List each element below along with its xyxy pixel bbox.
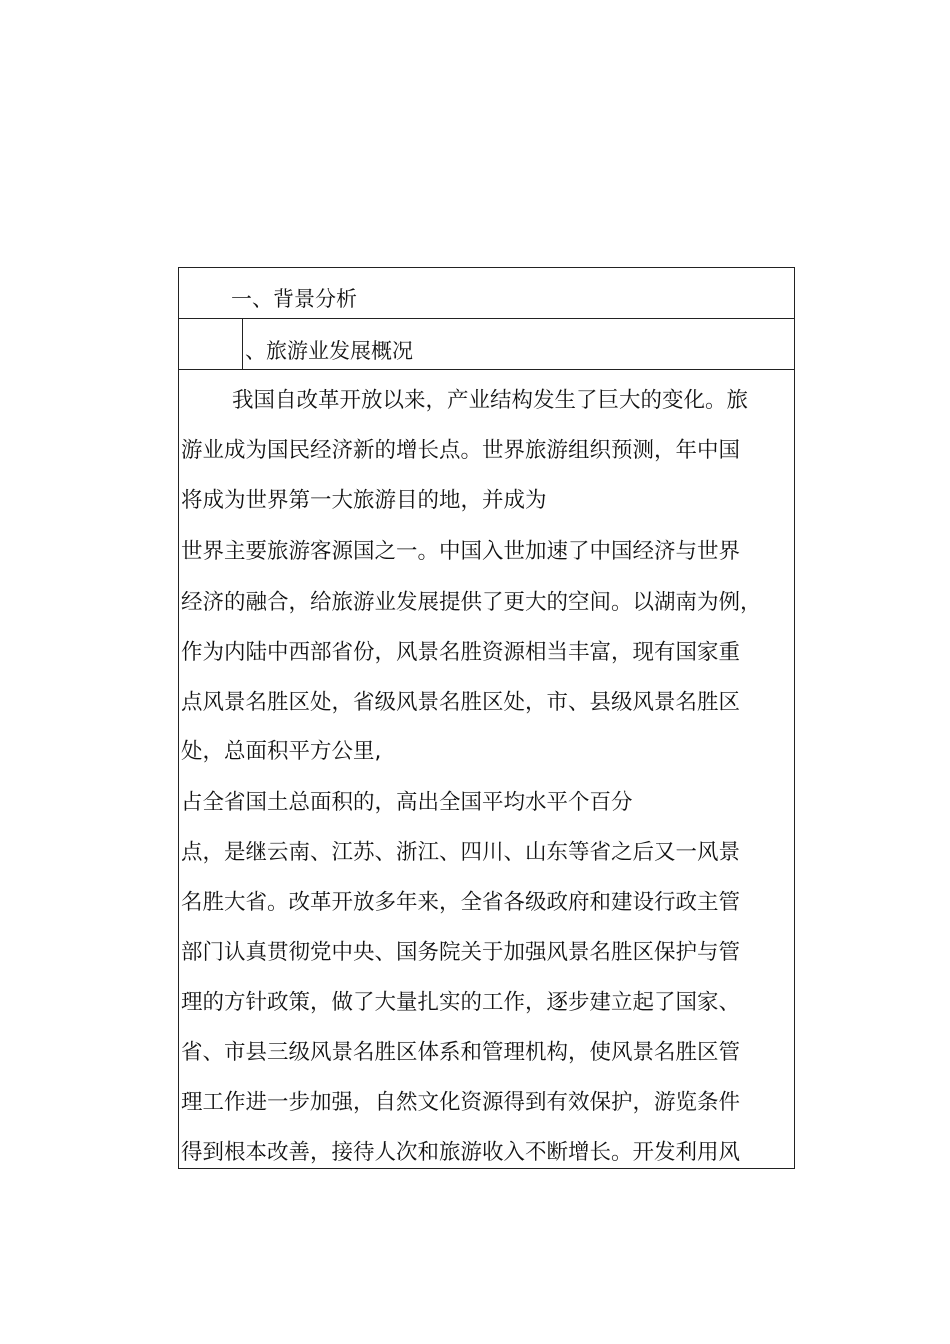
body-line: 我国自改革开放以来，产业结构发生了巨大的变化。旅	[232, 388, 749, 413]
subsection-heading: 、旅游业发展概况	[245, 339, 413, 363]
heading-row-2	[179, 319, 794, 370]
body-line: 作为内陆中西部省份，风景名胜资源相当丰富，现有国家重	[181, 640, 741, 665]
body-line: 处，总面积平方公里,	[181, 739, 382, 764]
table-cell-divider	[242, 319, 243, 370]
body-line: 经济的融合，给旅游业发展提供了更大的空间。以湖南为例，	[181, 590, 762, 615]
body-line: 游业成为国民经济新的增长点。世界旅游组织预测，年中国	[181, 438, 741, 463]
body-line: 点风景名胜区处，省级风景名胜区处，市、县级风景名胜区	[181, 690, 741, 715]
body-line: 理工作进一步加强，自然文化资源得到有效保护，游览条件	[181, 1090, 741, 1115]
document-table	[178, 267, 795, 1169]
section-heading: 一、背景分析	[231, 287, 357, 311]
body-line: 部门认真贯彻党中央、国务院关于加强风景名胜区保护与管	[181, 940, 741, 965]
body-line: 理的方针政策，做了大量扎实的工作，逐步建立起了国家、	[181, 990, 741, 1015]
body-line: 省、市县三级风景名胜区体系和管理机构，使风景名胜区管	[181, 1040, 741, 1065]
body-line: 得到根本改善，接待人次和旅游收入不断增长。开发利用风	[181, 1140, 741, 1165]
heading-row-1	[179, 268, 794, 319]
body-line: 名胜大省。改革开放多年来，全省各级政府和建设行政主管	[181, 890, 741, 915]
body-line: 点，是继云南、江苏、浙江、四川、山东等省之后又一风景	[181, 840, 741, 865]
body-line: 将成为世界第一大旅游目的地，并成为	[181, 488, 547, 513]
body-line: 占全省国土总面积的，高出全国平均水平个百分	[181, 790, 633, 815]
body-line: 世界主要旅游客源国之一。中国入世加速了中国经济与世界	[181, 539, 741, 564]
